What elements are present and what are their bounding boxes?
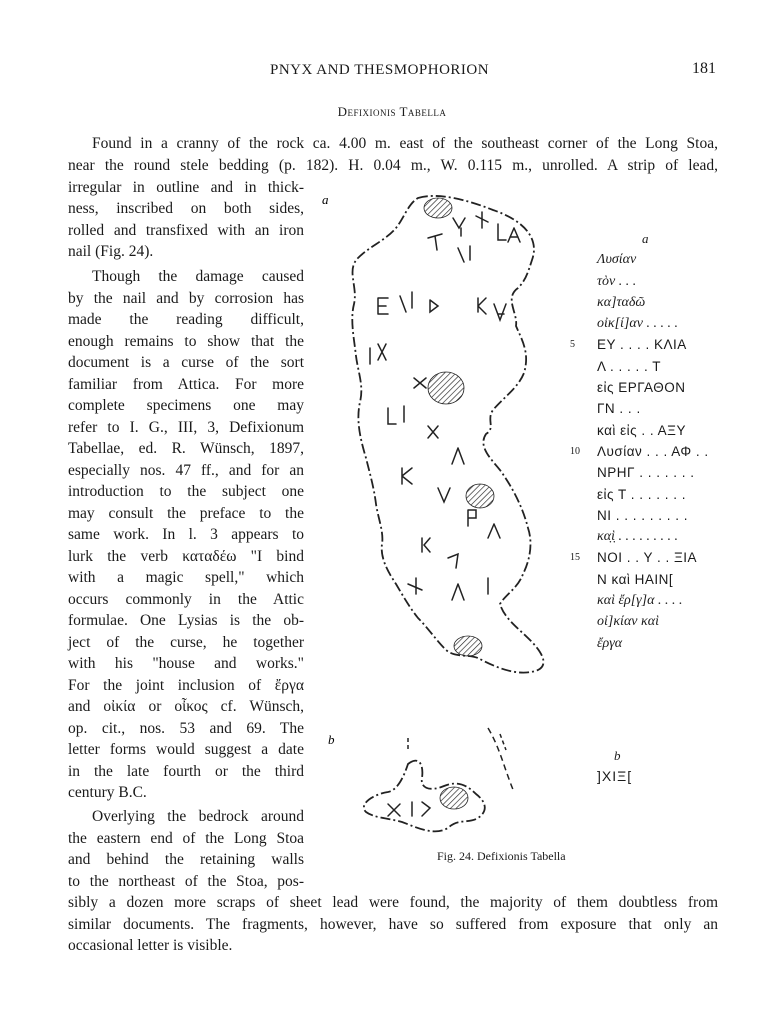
transcription-line [570,590,730,611]
text-line: may consult the preface to the [68,505,304,522]
text-line: document is a curse of the sort [68,354,304,371]
defixio-drawing [318,188,558,838]
tablet-side-a-outline [352,196,543,673]
line-text: οἰ]κίαν καὶ [597,614,659,630]
transcription-line [570,334,730,355]
text-line: Tabellae, ed. R. Wünsch, 1897, [68,440,304,457]
line-text: Λ . . . . . Τ [597,358,662,374]
text-line: ness, inscribed on both sides, [68,200,304,217]
line-number: 15 [570,552,580,564]
text-line: formulae. One Lysias is the ob- [68,612,304,629]
transcription-line [570,526,730,547]
scratched-letters-b [388,802,430,816]
line-text: Ν καὶ ΗΑΙΝ[ [597,571,674,587]
transcription-line [570,441,730,462]
transcription-line [570,313,730,334]
text-line: to the northeast of the Stoa, pos- [68,873,304,890]
text-line: enough remains to show that the [68,333,304,350]
line-text: Λυσίαν [597,252,637,268]
text-line: Found in a cranny of the rock ca. 4.00 m. east of the southeast corner of the Long Stoa, [92,135,718,152]
text-line: century B.C. [68,784,147,801]
text-line: same work. In l. 3 appears to [68,526,304,543]
transcription-line [570,249,730,270]
text-line: irregular in outline and in thick- [68,179,304,196]
text-line: letter forms would suggest a date [68,741,304,758]
transcription-line [570,420,730,441]
line-text: ΝΟΙ . . Υ . . ΞΙΑ [597,550,698,566]
nail-hole-mark [428,372,464,404]
transcription-line [570,633,730,654]
text-line: and behind the retaining walls [68,851,304,868]
line-text: εἰς Τ . . . . . . . [597,486,687,502]
corrosion-mark [440,787,468,809]
text-line: lurk the verb καταδέω "I bind [68,548,304,565]
running-head: PNYX AND THESMOPHORION [270,62,490,78]
transcription-line [570,271,730,292]
line-text: ἔργα [597,635,623,651]
text-line: introduction to the subject one [68,483,304,500]
line-text: ΓΝ . . . [597,401,641,417]
transcription-line [570,377,730,398]
text-line: by the nail and by corrosion has [68,290,304,307]
text-line: with a magic spell," which [68,569,304,586]
line-text: κα̣ὶ̣ . . . . . . . . . [597,529,678,545]
transcription-line [570,462,730,483]
line-text: εἰς ΕΡΓΑΘΟΝ [597,380,686,396]
transcription-line [570,356,730,377]
line-text: κα]ταδῶ [597,294,646,310]
text-line: occurs commonly in the Attic [68,591,304,608]
line-text: καὶ εἰς . . ΑΞΥ [597,422,686,438]
text-line: in the late fourth or the third [68,763,304,780]
text-line: Overlying the bedrock around [92,808,304,825]
text-line: nail (Fig. 24). [68,243,154,260]
line-number: 5 [570,339,575,351]
text-line: occasional letter is visible. [68,937,233,954]
section-title: Defixionis Tabella [337,104,447,119]
text-line: complete specimens one may [68,397,304,414]
text-line: near the round stele bedding (p. 182). H. 0.04 m., W. 0.115 m., unrolled. A strip of lead, [68,157,718,174]
text-line: with his "house and works." [68,655,304,672]
line-text: ΝΡΗΓ . . . . . . . [597,465,695,481]
transcription-line [570,505,730,526]
line-number: 10 [570,445,580,457]
text-line: especially nos. 47 ff., and for an [68,462,304,479]
text-line: op. cit., nos. 53 and 69. The [68,720,304,737]
text-line: and οἰκία or οἶκος cf. Wünsch, [68,698,304,715]
text-line: refer to I. G., III, 3, Defixionum [68,419,304,436]
line-text: Λυσίαν . . . ΑΦ . . [597,443,709,459]
transcription-line [570,611,730,632]
corrosion-mark [454,636,482,656]
line-text: τὸν . . . [597,273,637,289]
line-text: οἰκ[ί]αν . . . . . [597,316,678,332]
text-line: familiar from Attica. For more [68,376,304,393]
corrosion-mark [466,484,494,508]
text-line: sibly a dozen more scraps of sheet lead were found, the majority of them doubtless from [68,894,718,911]
transcription-heading-b: b [614,748,621,763]
transcription-heading: a [642,231,649,246]
text-line: ject of the curse, he together [68,634,304,651]
transcription-line [570,569,730,590]
side-a-label: a [322,192,329,207]
text-line: rolled and transfixed with an iron [68,222,304,239]
line-text: ΕΥ . . . . ΚΛΙΑ [597,337,687,353]
transcription-line [570,547,730,568]
transcription-line [570,484,730,505]
text-line: the eastern end of the Long Stoa [68,830,304,847]
transcription-side-b: ]ΧΙΞ[ [597,768,633,784]
line-text: ΝΙ . . . . . . . . . [597,507,689,523]
text-line: Though the damage caused [92,268,304,285]
figure-caption: Fig. 24. Defixionis Tabella [437,849,566,863]
text-line: similar documents. The fragments, however, have so suffered from exposure that only an [68,916,718,933]
text-line: For the joint inclusion of ἔργα [68,677,304,694]
text-line: made the reading difficult, [68,311,304,328]
nail-trace [408,734,506,752]
corrosion-mark [424,198,452,218]
transcription-line [570,292,730,313]
line-text: καὶ ἔρ[γ]α . . . . [597,593,683,609]
side-b-label: b [328,732,335,747]
transcription-line [570,398,730,419]
page-number: 181 [692,60,716,77]
transcription-side-a [570,228,730,654]
